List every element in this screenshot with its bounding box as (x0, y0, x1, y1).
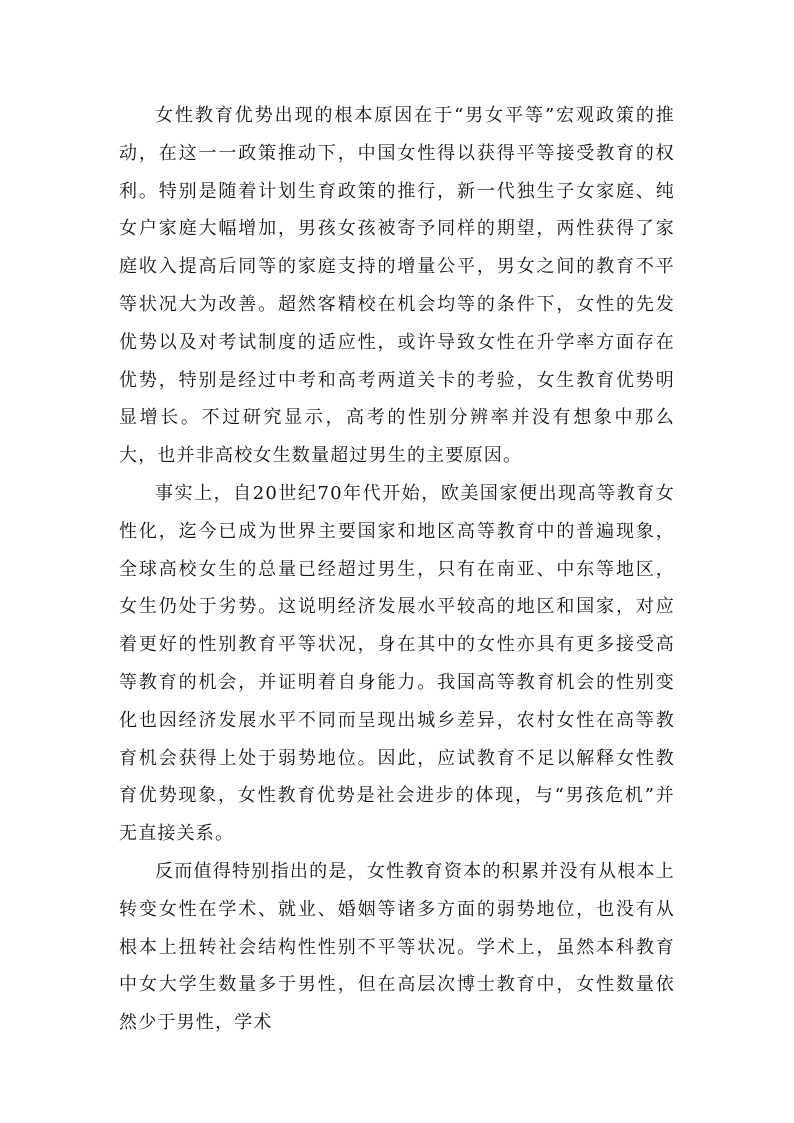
paragraph-persistent-disadvantages: 反而值得特别指出的是，女性教育资本的积累并没有从根本上转变女性在学术、就业、婚姻等诸多方面的弱势地位，也没有从根本上扭转社会结构性性别不平等状况。学术上，虽然本科教育中女大学生数量多于男性，但在高层次博士教育中，女性数量依然少于男性，学术 (119, 860, 675, 1034)
paragraph-women-education-advantage-cause: 女性教育优势出现的根本原因在于“男女平等”宏观政策的推动，在这一一政策推动下，中国女性得以获得平等接受教育的权利。特别是随着计划生育政策的推行，新一代独生子女家庭、纯女户家庭大幅增加，男孩女孩被寄予同样的期望，两性获得了家庭收入提高后同等的家庭支持的增量公平，男女之间的教育不平等状况大为改善。超然客精校在机会均等的条件下，女性的先发优势以及对考试制度的适应性，或许导致女性在升学率方面存在优势，特别是经过中考和高考两道关卡的考验，女生教育优势明显增长。不过研究显示，高考的性别分辨率并没有想象中那么大，也并非高校女生数量超过男生的主要原因。 (119, 105, 675, 467)
body-text (119, 97, 675, 1042)
paragraph-global-feminization-of-higher-education: 事实上，自20世纪70年代开始，欧美国家便出现高等教育女性化，迄今已成为世界主要国家和地区高等教育中的普遍现象，全球高校女生的总量已经超过男生，只有在南亚、中东等地区，女生仍处于劣势。这说明经济发展水平较高的地区和国家，对应着更好的性别教育平等状况，身在其中的女性亦具有更多接受高等教育的机会，并证明着自身能力。我国高等教育机会的性别变化也因经济发展水平不同而呈现出城乡差异，农村女性在高等教育机会获得上处于弱势地位。因此，应试教育不足以解释女性教育优势现象，女性教育优势是社会进步的体现，与“男孩危机”并无直接关系。 (119, 482, 675, 845)
